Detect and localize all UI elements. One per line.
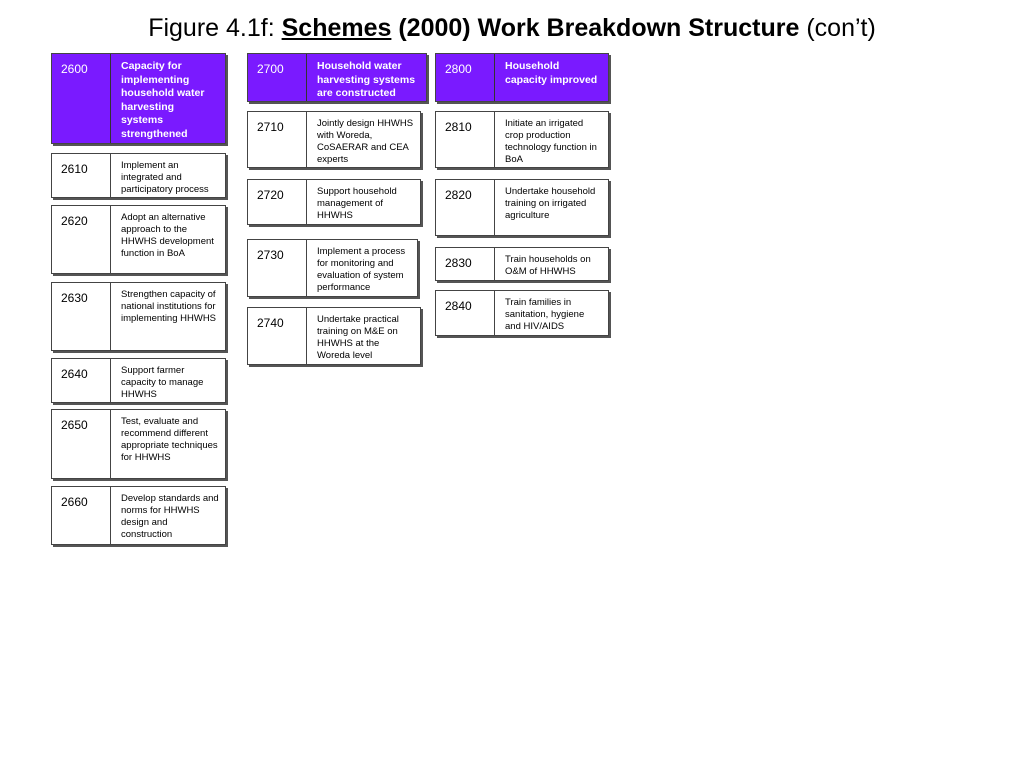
wbs-item-2810 bbox=[435, 111, 609, 168]
wbs-code: 2730 bbox=[248, 240, 307, 296]
wbs-description: Capacity for implementing household water harvesting systems strengthened bbox=[121, 60, 205, 140]
wbs-description: Strengthen capacity of national institutions for implementing HHWHS bbox=[121, 289, 217, 324]
wbs-item-2620 bbox=[51, 205, 226, 274]
wbs-code: 2740 bbox=[248, 308, 307, 364]
wbs-code: 2840 bbox=[436, 291, 495, 335]
wbs-code: 2610 bbox=[52, 154, 111, 197]
wbs-code: 2650 bbox=[52, 410, 111, 478]
wbs-code: 2600 bbox=[52, 54, 111, 143]
wbs-description: Initiate an irrigated crop production technology function in BoA bbox=[505, 118, 597, 165]
wbs-description: Household capacity improved bbox=[505, 60, 598, 86]
wbs-item-2630 bbox=[51, 282, 226, 351]
wbs-item-2830 bbox=[435, 247, 609, 281]
wbs-code: 2830 bbox=[436, 248, 495, 280]
page-title bbox=[0, 14, 1024, 43]
wbs-item-2710 bbox=[247, 111, 421, 168]
wbs-code: 2810 bbox=[436, 112, 495, 167]
wbs-item-2840 bbox=[435, 290, 609, 336]
wbs-header-2700 bbox=[247, 53, 427, 102]
wbs-code: 2660 bbox=[52, 487, 111, 544]
wbs-header-2600 bbox=[51, 53, 226, 144]
wbs-description: Household water harvesting systems are constructed bbox=[317, 60, 416, 99]
wbs-code: 2820 bbox=[436, 180, 495, 235]
wbs-item-2730 bbox=[247, 239, 418, 297]
wbs-code: 2640 bbox=[52, 359, 111, 402]
wbs-code: 2700 bbox=[248, 54, 307, 101]
wbs-item-2640 bbox=[51, 358, 226, 403]
wbs-item-2610 bbox=[51, 153, 226, 198]
wbs-header-2800 bbox=[435, 53, 609, 102]
wbs-code: 2630 bbox=[52, 283, 111, 350]
wbs-description: Develop standards and norms for HHWHS design and construction bbox=[121, 493, 219, 540]
wbs-item-2660 bbox=[51, 486, 226, 545]
wbs-item-2650 bbox=[51, 409, 226, 479]
wbs-code: 2620 bbox=[52, 206, 111, 273]
wbs-item-2740 bbox=[247, 307, 421, 365]
wbs-code: 2710 bbox=[248, 112, 307, 167]
wbs-description: Jointly design HHWHS with Woreda, CoSAERAR and CEA experts bbox=[317, 118, 414, 165]
title-schemes: Schemes bbox=[281, 14, 392, 42]
wbs-description: Test, evaluate and recommend different appropriate techniques for HHWHS bbox=[121, 416, 218, 463]
wbs-description: Undertake practical training on M&E on HHWHS at the Woreda level bbox=[317, 314, 399, 361]
title-prefix: Figure 4.1f: bbox=[148, 14, 282, 42]
title-suffix: (con’t) bbox=[799, 14, 876, 42]
title-main: (2000) Work Breakdown Structure bbox=[391, 14, 800, 42]
wbs-description: Adopt an alternative approach to the HHWHS development function in BoA bbox=[121, 212, 214, 259]
wbs-description: Implement an integrated and participatory process bbox=[121, 160, 209, 195]
wbs-description: Support household management of HHWHS bbox=[317, 186, 397, 221]
wbs-code: 2720 bbox=[248, 180, 307, 224]
wbs-item-2720 bbox=[247, 179, 421, 225]
wbs-description: Implement a process for monitoring and evaluation of system performance bbox=[317, 246, 406, 293]
wbs-description: Train households on O&M of HHWHS bbox=[505, 254, 591, 277]
wbs-code: 2800 bbox=[436, 54, 495, 101]
wbs-description: Undertake household training on irrigated agriculture bbox=[505, 186, 596, 221]
wbs-item-2820 bbox=[435, 179, 609, 236]
wbs-description: Train families in sanitation, hygiene and HIV/AIDS bbox=[505, 297, 585, 332]
wbs-description: Support farmer capacity to manage HHWHS bbox=[121, 365, 204, 400]
